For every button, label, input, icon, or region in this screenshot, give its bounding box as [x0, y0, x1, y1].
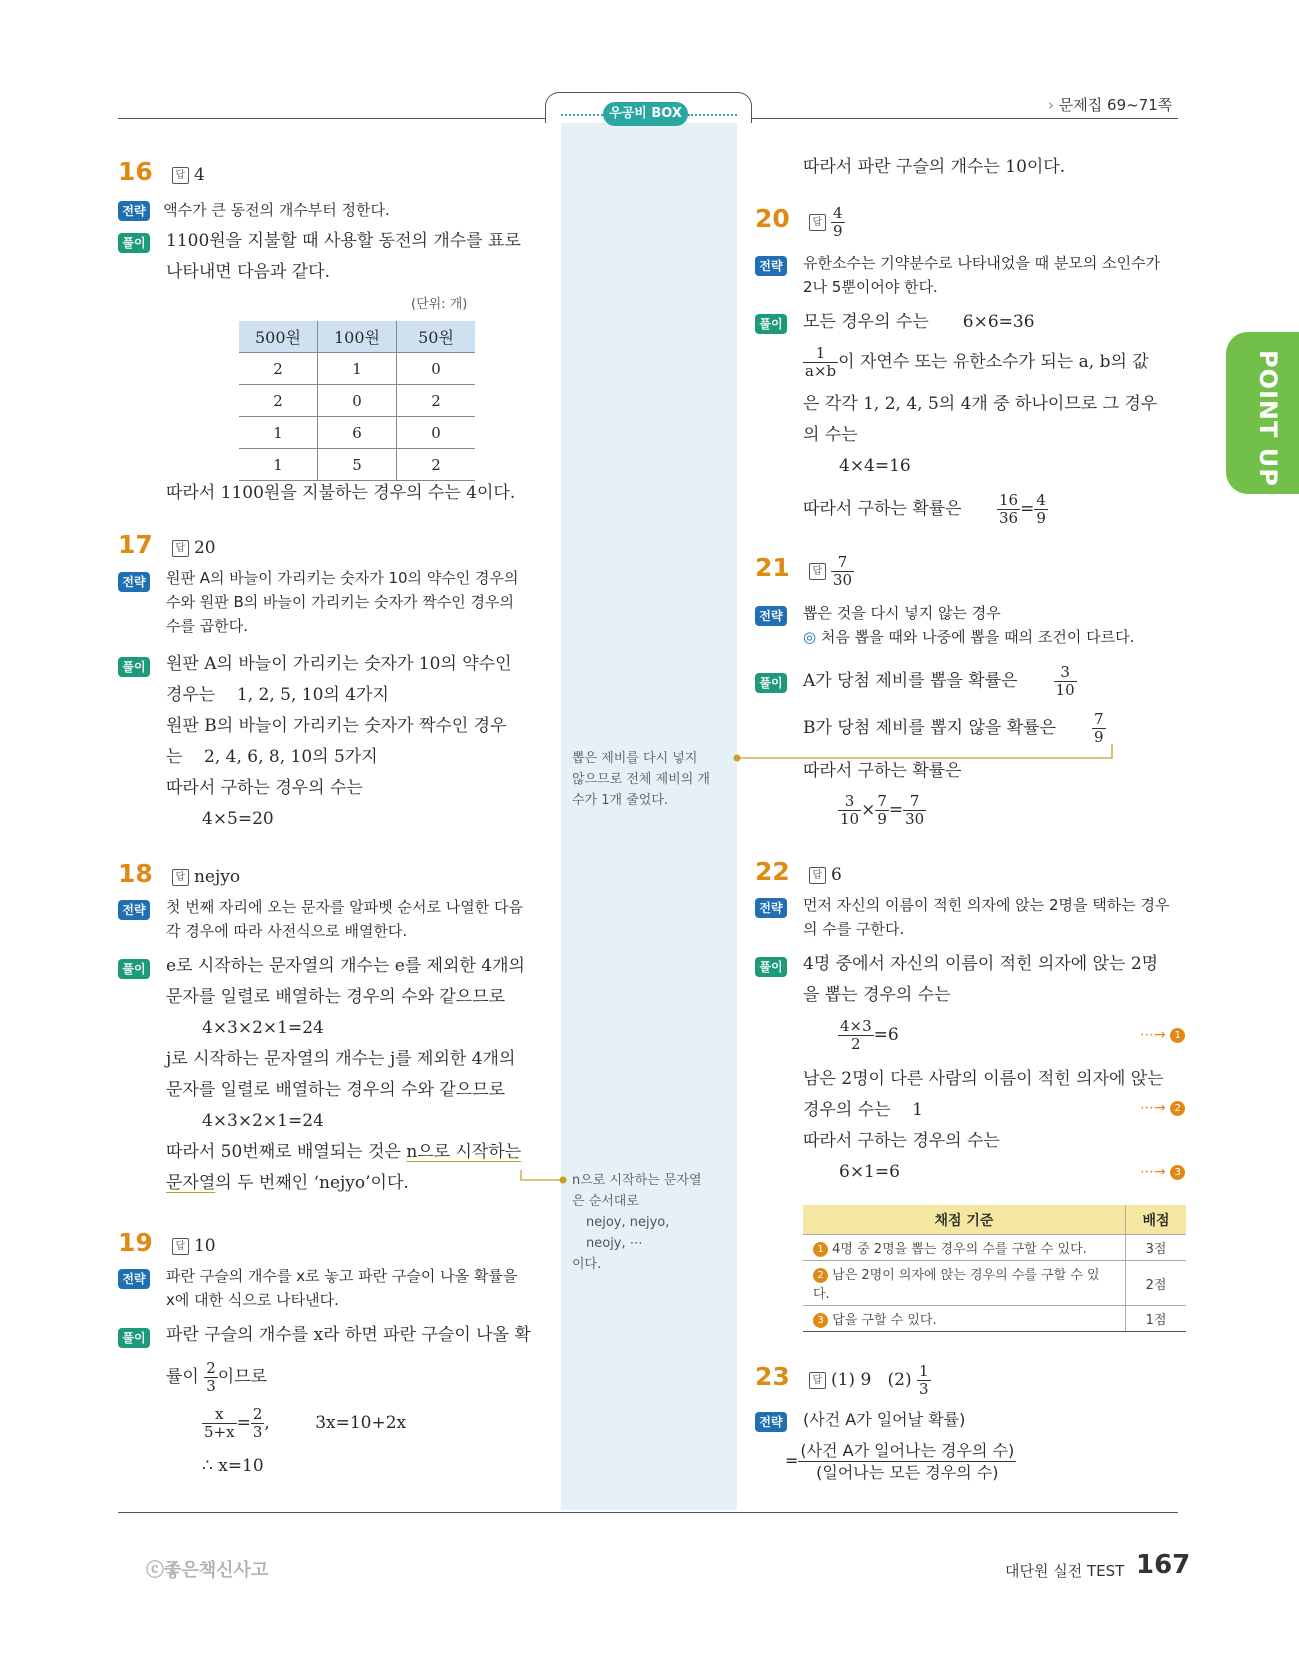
solution-badge-22: 풀이 [755, 956, 787, 977]
point-up-label: POINT UP [1254, 350, 1282, 487]
problem-23-formula: = $\frac{\text{(사건 A가 일어나는 경우의 수)}}{\text{(일어나는 모든 경우의 수)}}$ [785, 1441, 1015, 1482]
answer-value: 20 [193, 538, 216, 558]
strategy-badge: 전략 [118, 201, 150, 221]
solution-line: 4×3×2×1=24 [202, 1111, 324, 1131]
table-cell: 1 [239, 449, 318, 481]
answer-icon: 답 [172, 540, 189, 557]
problem-19-solution-line2: 률이 $\frac{2}{3}$ 이므로 [166, 1359, 268, 1395]
answer-icon: 답 [172, 167, 189, 184]
solution-line: 4×3×2×1=24 [202, 1018, 324, 1038]
solution-line: 경우는 1, 2, 5, 10의 4가지 [166, 685, 389, 705]
publisher-label: ⓒ좋은책신사고 [146, 1560, 269, 1581]
solution-line: 나타내면 다음과 같다. [166, 262, 331, 282]
table-cell: 2 [397, 449, 476, 481]
answer-icon: 답 [172, 869, 189, 886]
table-cell: 2 [239, 353, 318, 385]
answer-icon: 답 [809, 1372, 826, 1389]
table-cell: 3점 [1126, 1235, 1187, 1261]
problem-22-frac: $\frac{4\times 3}{2}$ =6 [840, 1017, 899, 1053]
table-cell: 1 [318, 353, 397, 385]
table-cell: 0 [318, 385, 397, 417]
table-row [803, 1306, 1186, 1332]
table-cell: 2 남은 2명이 의자에 앉는 경우의 수를 구할 수 있다. [803, 1261, 1126, 1306]
solution-badge-16: 풀이 [118, 232, 150, 253]
problem-number: 23 [755, 1362, 790, 1391]
table-unit: (단위: 개) [411, 297, 468, 312]
strategy-badge-22: 전략 [755, 897, 787, 918]
answer-icon: 답 [809, 867, 826, 884]
underlined-phrase: n으로 시작하는 [406, 1142, 522, 1162]
footer-section: 대단원 실전 TEST [1005, 1562, 1125, 1580]
answer-value: 10 [193, 1236, 216, 1256]
problem-22-sol2: 남은 2명이 다른 사람의 이름이 적힌 의자에 앉는 경우의 수는 1 따라서 구하는 경우의 수는 6×1=6 [803, 1069, 1164, 1182]
strategy-line: 원판 A의 바늘이 가리키는 숫자가 10의 약수인 경우의 [166, 569, 519, 587]
strategy-line: 첫 번째 자리에 오는 문자를 알파벳 순서로 나열한 다음 [166, 898, 523, 916]
problem-number: 21 [755, 553, 790, 582]
problem-21-sol1: A가 당첨 제비를 뽑을 확률은 $\frac{3}{10}$ [803, 663, 1075, 699]
box-badge: 우공비 BOX [603, 102, 688, 126]
solution-line: 원판 B의 바늘이 가리키는 숫자가 짝수인 경우 [166, 716, 507, 736]
strategy-line: 파란 구슬의 개수를 x로 놓고 파란 구슬이 나올 확률을 [166, 1267, 518, 1285]
solution-line: 1100원을 지불할 때 사용할 동전의 개수를 표로 [166, 231, 521, 251]
fraction: $\frac{7}{9}$ [877, 792, 887, 828]
problem-16-conclusion: 따라서 1100원을 지불하는 경우의 수는 4이다. [166, 483, 516, 503]
answer-value: 4 [193, 165, 205, 185]
step-marker-3: ⋯→ 3 [1140, 1164, 1185, 1180]
solution-line: e로 시작하는 문자열의 개수는 e를 제외한 4개의 [166, 956, 525, 976]
table-cell: 0 [397, 353, 476, 385]
table-cell: 0 [397, 417, 476, 449]
problem-19-solution-line1: 파란 구슬의 개수를 x라 하면 파란 구슬이 나올 확 [166, 1325, 531, 1345]
solution-line: 문자를 일렬로 배열하는 경우의 수와 같으므로 [166, 1080, 506, 1100]
strategy-line: 수와 원판 B의 바늘이 가리키는 숫자가 짝수인 경우의 [166, 593, 514, 611]
table-header: 50원 [397, 321, 476, 353]
solution-line: 원판 A의 바늘이 가리키는 숫자가 10의 약수인 [166, 654, 512, 674]
problem-20-result: 따라서 구하는 확률은 $\frac{16}{36}$ = $\frac{4}{9}$ [803, 491, 1046, 527]
solution-line: 따라서 구하는 경우의 수는 [166, 778, 363, 798]
solution-badge-18: 풀이 [118, 958, 150, 979]
problem-number: 19 [118, 1228, 153, 1257]
solution-line: 4×5=20 [202, 809, 274, 829]
strategy-line: 각 경우에 따라 사전식으로 배열한다. [166, 922, 408, 940]
answer-value: (1) 9 (2) [830, 1370, 917, 1390]
solution-line: 문자를 일렬로 배열하는 경우의 수와 같으므로 [166, 987, 506, 1007]
problem-22-strategy: 먼저 자신의 이름이 적힌 의자에 앉는 2명을 택하는 경우 의 수를 구한다. [803, 896, 1170, 938]
problem-19-result: ∴ x=10 [202, 1456, 264, 1476]
table-cell: 1점 [1126, 1306, 1187, 1332]
answer-icon: 답 [809, 214, 826, 231]
answer-fraction: $\frac{4}{9}$ [832, 204, 843, 240]
problem-20-strategy: 유한소수는 기약분수로 나타내었을 때 분모의 소인수가 2나 5뿐이어야 한다. [803, 254, 1161, 296]
strategy-text: 액수가 큰 동전의 개수부터 정한다. [163, 201, 390, 219]
problem-number: 18 [118, 859, 153, 888]
fraction: $\frac{1}{a\times b}$ [805, 344, 837, 380]
problem-number: 16 [118, 157, 153, 186]
answer-value: 6 [830, 865, 842, 885]
solution-line: 문자열의 두 번째인 ‘nejyo’이다. [166, 1173, 409, 1193]
problem-number: 20 [755, 204, 790, 233]
solution-badge-19: 풀이 [118, 1327, 150, 1348]
table-cell: 1 [239, 417, 318, 449]
problem-20-sol3: 은 각각 1, 2, 4, 5의 4개 중 하나이므로 그 경우 의 수는 4×4=16 [803, 394, 1158, 476]
side-note-18: n으로 시작하는 문자열 은 순서대로 nejoy, nejyo, neojy, ⋯ 이다. [572, 1173, 702, 1272]
solution-line: j로 시작하는 문자열의 개수는 j를 제외한 4개의 [166, 1049, 516, 1069]
strategy-badge-18: 전략 [118, 899, 150, 920]
table-cell: 5 [318, 449, 397, 481]
table-header: 500원 [239, 321, 318, 353]
answer-icon: 답 [172, 1238, 189, 1255]
problem-21-sol2: B가 당첨 제비를 뽑지 않을 확률은 $\frac{7}{9}$ [803, 710, 1104, 746]
table-cell: 2점 [1126, 1261, 1187, 1306]
problem-19-continued: 따라서 파란 구슬의 개수는 10이다. [803, 157, 1066, 177]
problem-19-equation: $\frac{x}{5+x}$ = $\frac{2}{3}$ , 3x=10+2x [204, 1405, 407, 1441]
table-cell: 1 4명 중 2명을 뽑는 경우의 수를 구할 수 있다. [803, 1235, 1126, 1261]
problem-21-strategy: 뽑은 것을 다시 넣지 않는 경우 ◎ 처음 뽑을 때와 나중에 뽑을 때의 조건이 다르다. [803, 604, 1135, 646]
breadcrumb-label: 문제집 69~71쪽 [1058, 96, 1173, 114]
page-number: 167 [1136, 1550, 1191, 1580]
table-row [803, 1261, 1186, 1306]
side-note-21: 뽑은 제비를 다시 넣지 않으므로 전체 제비의 개 수가 1개 줄었다. [572, 751, 710, 808]
fraction: $\frac{7}{9}$ [1094, 710, 1104, 746]
problem-21-sol3: 따라서 구하는 확률은 [803, 761, 962, 781]
strategy-line: x에 대한 식으로 나타낸다. [166, 1291, 339, 1309]
fraction: $\frac{4}{9}$ [1036, 491, 1046, 527]
strategy-badge-23: 전략 [755, 1411, 787, 1432]
problem-23-header [755, 1362, 931, 1398]
chevron-right-icon: › [1048, 96, 1054, 114]
answer-fraction: $\frac{1}{3}$ [918, 1362, 929, 1398]
problem-21-header [755, 553, 854, 589]
fraction: $\frac{2}{3}$ [206, 1359, 216, 1395]
scoring-table [803, 1205, 1186, 1332]
table-header: 배점 [1126, 1205, 1187, 1235]
fraction: $\frac{3}{10}$ [1055, 663, 1075, 699]
problem-22-sol1: 4명 중에서 자신의 이름이 적힌 의자에 앉는 2명 을 뽑는 경우의 수는 [803, 954, 1159, 1005]
table-cell: 2 [397, 385, 476, 417]
answer-fraction: $\frac{7}{30}$ [832, 553, 853, 589]
table-header: 100원 [318, 321, 397, 353]
fraction: $\frac{3}{10}$ [840, 792, 860, 828]
answer-value: nejyo [193, 867, 241, 887]
solution-badge-21: 풀이 [755, 672, 787, 693]
problem-20-sol2: $\frac{1}{a\times b}$ 이 자연수 또는 유한소수가 되는 a, b의 값 [805, 344, 1149, 380]
problem-22-header [755, 857, 842, 886]
circle-bullet-icon: ◎ [803, 628, 817, 646]
fraction: $\frac{2}{3}$ [252, 1405, 263, 1441]
fraction: $\frac{7}{30}$ [905, 792, 925, 828]
problem-21-calc: $\frac{3}{10}$ × $\frac{7}{9}$ = $\frac{7}{30}$ [840, 792, 925, 828]
fraction: $\frac{\text{(사건 A가 일어나는 경우의 수)}}{\text{(일어나는 모든 경우의 수)}}$ [800, 1441, 1015, 1482]
strategy-line: 수를 곱한다. [166, 617, 248, 635]
strategy-badge-21: 전략 [755, 605, 787, 626]
table-header-row [803, 1205, 1186, 1235]
problem-23-strategy: (사건 A가 일어날 확률) [803, 1410, 966, 1429]
problem-number: 22 [755, 857, 790, 886]
step-marker-2: ⋯→ 2 [1140, 1100, 1185, 1116]
table-cell: 6 [318, 417, 397, 449]
connector-dot [560, 1177, 567, 1184]
solution-line: 는 2, 4, 6, 8, 10의 5가지 [166, 747, 378, 767]
solution-badge-20: 풀이 [755, 313, 787, 334]
problem-20-sol1: 모든 경우의 수는 6×6=36 [803, 312, 1035, 332]
problem-number: 17 [118, 530, 153, 559]
answer-icon: 답 [809, 563, 826, 580]
connector-dot [734, 755, 741, 762]
strategy-badge-20: 전략 [755, 255, 787, 276]
fraction: $\frac{16}{36}$ [999, 491, 1019, 527]
table-row [803, 1235, 1186, 1261]
strategy-badge-19: 전략 [118, 1268, 150, 1289]
strategy-badge-17: 전략 [118, 571, 150, 592]
problem-20-header [755, 204, 845, 240]
connector-18 [521, 1170, 562, 1180]
fraction: $\frac{x}{5+x}$ [204, 1405, 235, 1441]
fraction: $\frac{4\times 3}{2}$ [840, 1017, 872, 1053]
footer-rule [118, 1512, 1178, 1513]
table-header: 채점 기준 [803, 1205, 1126, 1235]
table-cell: 3 답을 구할 수 있다. [803, 1306, 1126, 1332]
solution-line: 따라서 50번째로 배열되는 것은 n으로 시작하는 [166, 1142, 522, 1162]
step-marker-1: ⋯→ 1 [1140, 1027, 1185, 1043]
table-cell: 2 [239, 385, 318, 417]
underlined-phrase: 문자열 [166, 1173, 216, 1193]
solution-badge-17: 풀이 [118, 656, 150, 677]
